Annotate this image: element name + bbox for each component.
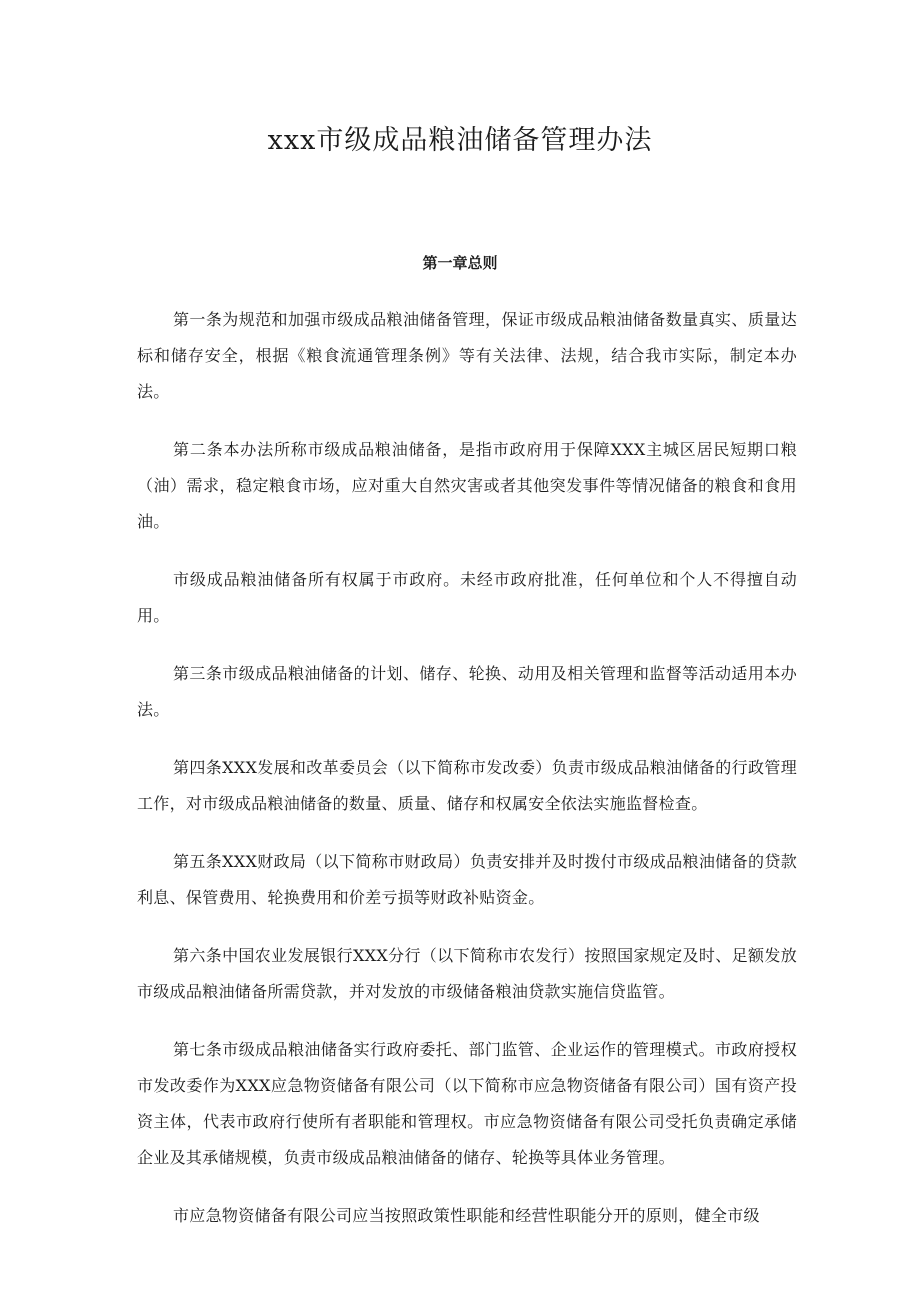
paragraph-article-5: 第五条XXX财政局（以下简称市财政局）负责安排并及时拨付市级成品粮油储备的贷款利息、保管费用、轮换费用和价差亏损等财政补贴资金。 xyxy=(137,852,797,907)
chapter-title: 第一章总则 xyxy=(422,254,498,272)
paragraph-ownership: 市级成品粮油储备所有权属于市政府。未经市政府批准，任何单位和个人不得擅自动用。 xyxy=(137,570,797,625)
paragraph-article-7: 第七条市级成品粮油储备实行政府委托、部门监管、企业运作的管理模式。市政府授权市发改委作为XXX应急物资储备有限公司（以下简称市应急物资储备有限公司）国有资产投资主体，代表市政府行使所有者职能和管理权。市应急物资储备有限公司受托负责确定承储企业及其承储规模，负责市级成品粮油储备的储存、轮换等具体业务管理。 xyxy=(137,1040,797,1167)
paragraph-article-6: 第六条中国农业发展银行XXX分行（以下简称市农发行）按照国家规定及时、足额发放市级成品粮油储备所需贷款，并对发放的市级储备粮油贷款实施信贷监管。 xyxy=(137,946,797,1001)
paragraph-article-1: 第一条为规范和加强市级成品粮油储备管理，保证市级成品粮油储备数量真实、质量达标和储存安全，根据《粮食流通管理条例》等有关法律、法规，结合我市实际，制定本办法。 xyxy=(137,310,797,401)
document-body xyxy=(137,302,797,1256)
paragraph-article-4: 第四条XXX发展和改革委员会（以下简称市发改委）负责市级成品粮油储备的行政管理工作，对市级成品粮油储备的数量、质量、储存和权属安全依法实施监督检查。 xyxy=(137,758,797,813)
paragraph-article-2: 第二条本办法所称市级成品粮油储备，是指市政府用于保障XXX主城区居民短期口粮（油）需求，稳定粮食市场，应对重大自然灾害或者其他突发事件等情况储备的粮食和食用油。 xyxy=(137,440,797,531)
paragraph-article-3: 第三条市级成品粮油储备的计划、储存、轮换、动用及相关管理和监督等活动适用本办法。 xyxy=(137,664,797,719)
document-title: xxx市级成品粮油储备管理办法 xyxy=(267,125,653,156)
paragraph-continued: 市应急物资储备有限公司应当按照政策性职能和经营性职能分开的原则，健全市级 xyxy=(173,1206,760,1225)
